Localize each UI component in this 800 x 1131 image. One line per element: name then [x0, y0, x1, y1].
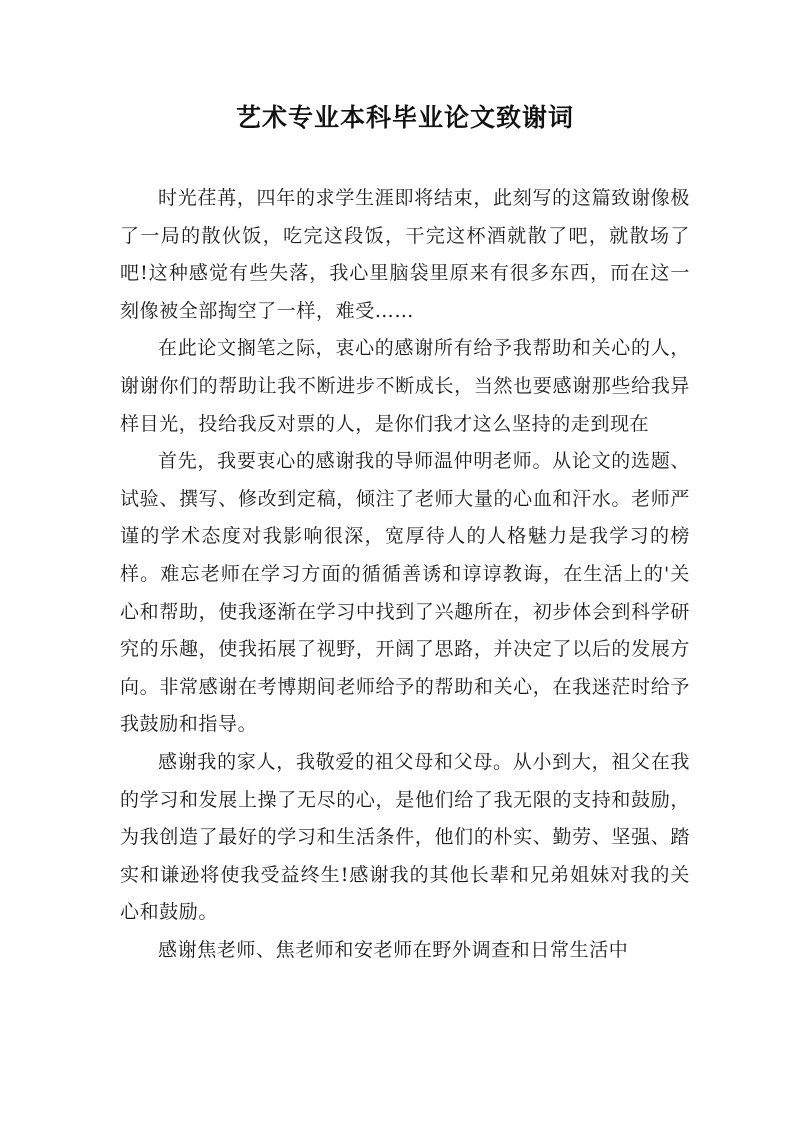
paragraph-4: 感谢我的家人，我敬爱的祖父母和父母。从小到大，祖父在我的学习和发展上操了无尽的心，是他们给了我无限的支持和鼓励，为我创造了最好的学习和生活条件，他们的朴实、勤劳、坚强、踏实和谦逊将使我受益终生!感谢我的其他长辈和兄弟姐妹对我的关心和鼓励。 [120, 750, 690, 924]
paragraph-5: 感谢焦老师、焦老师和安老师在野外调查和日常生活中 [158, 938, 629, 961]
paragraph-2: 在此论文搁笔之际，衷心的感谢所有给予我帮助和关心的人，谢谢你们的帮助让我不断进步不断成长，当然也要感谢那些给我异样目光，投给我反对票的人，是你们我才这么坚持的走到现在 [120, 337, 690, 435]
paragraph-1: 时光荏苒，四年的求学生涯即将结束，此刻写的这篇致谢像极了一局的散伙饭，吃完这段饭，干完这杯酒就散了吧，就散场了吧!这种感觉有些失落，我心里脑袋里原来有很多东西，而在这一刻像被全部掏空了一样，难受…… [120, 187, 690, 322]
document-page [120, 0, 690, 969]
document-title: 艺术专业本科毕业论文致谢词 [235, 103, 574, 132]
document-body [120, 180, 690, 969]
paragraph-3: 首先，我要衷心的感谢我的导师温仲明老师。从论文的选题、试验、撰写、修改到定稿，倾注了老师大量的心血和汗水。老师严谨的学术态度对我影响很深，宽厚待人的人格魅力是我学习的榜样。难忘老师在学习方面的循循善诱和谆谆教诲，在生活上的'关心和帮助，使我逐渐在学习中找到了兴趣所在，初步体会到科学研究的乐趣，使我拓展了视野，开阔了思路，并决定了以后的发展方向。非常感谢在考博期间老师给予的帮助和关心，在我迷茫时给予我鼓励和指导。 [120, 450, 690, 736]
